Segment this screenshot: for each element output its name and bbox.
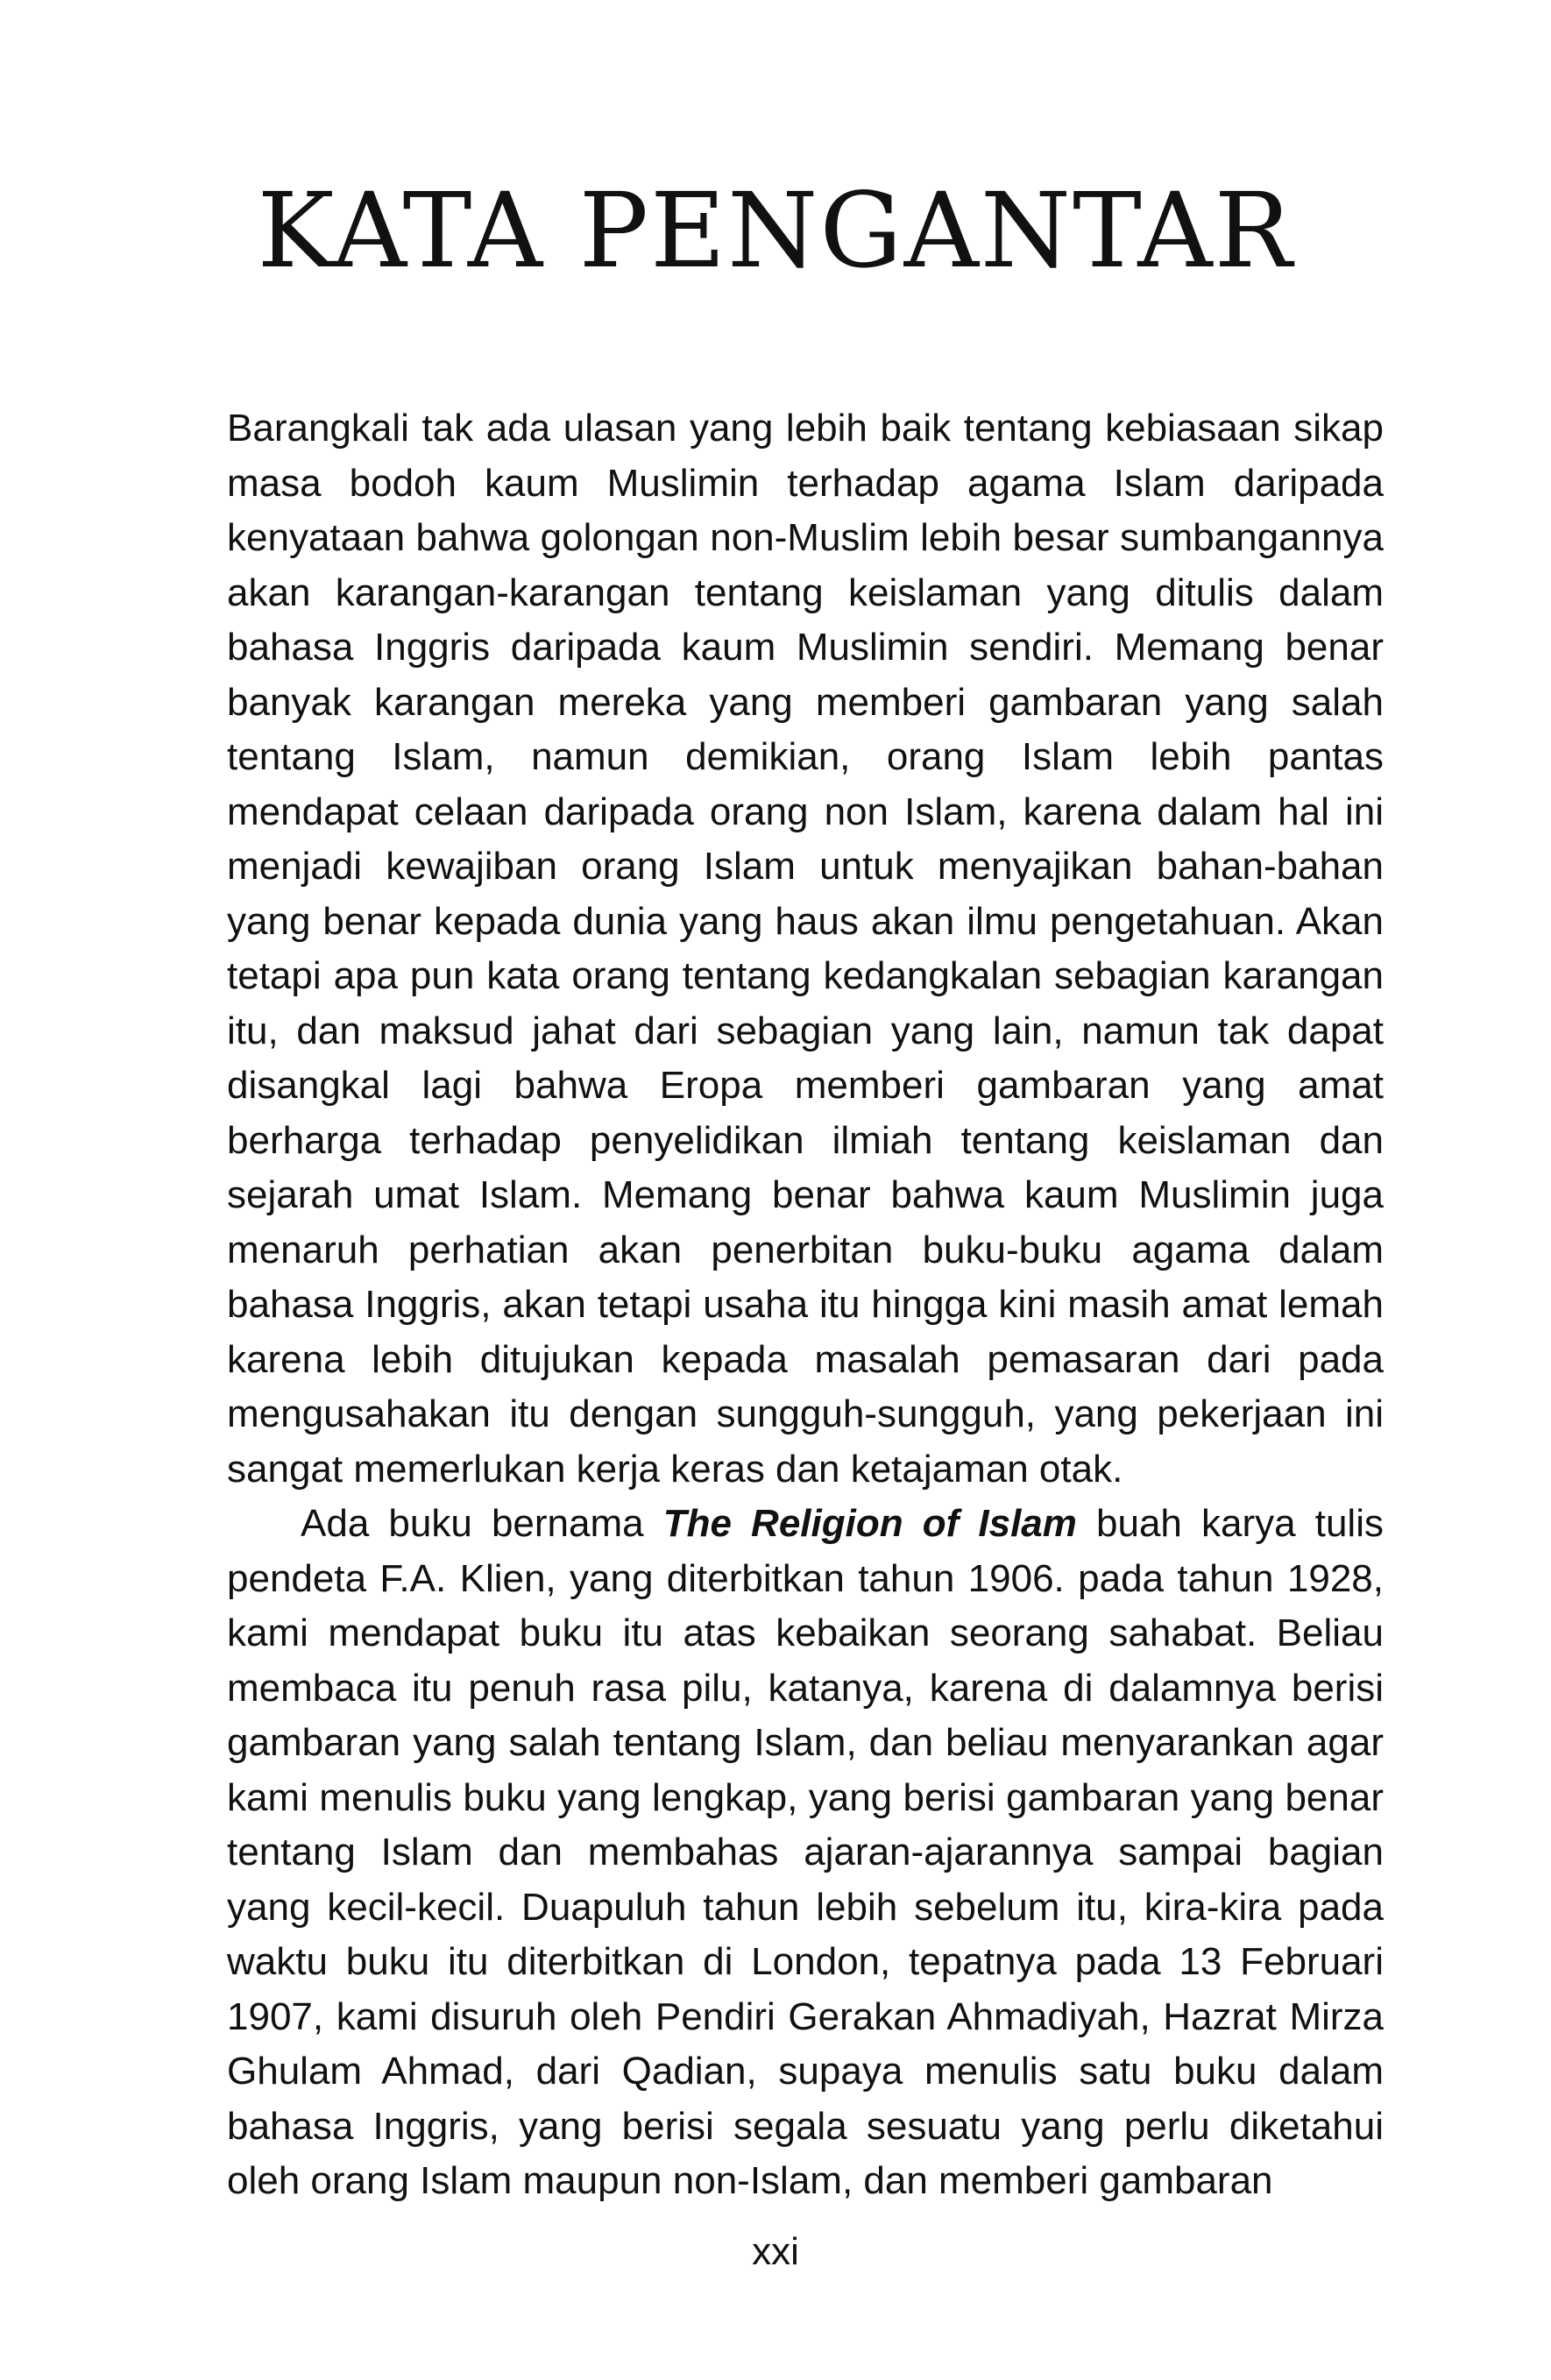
paragraph-2-rest: buah karya tulis pendeta F.A. Klien, yang diterbitkan tahun 1906. pada tahun 1928, kami mendapat buku itu atas kebaikan seorang sahabat. Beliau membaca itu penuh rasa pilu, katanya, karena di dalamnya berisi gambaran yang salah tentang Islam, dan beliau menyarankan agar kami menulis buku yang lengkap, yang berisi gambaran yang benar tentang Islam dan membahas ajaran-ajarannya sampai bagian yang kecil-kecil. Duapuluh tahun lebih sebelum itu, kira-kira pada waktu buku itu diterbitkan di London, tepatnya pada 13 Februari 1907, kami disuruh oleh Pendiri Gerakan Ahmadiyah, Hazrat Mirza Ghulam Ahmad, dari Qadian, supaya menulis satu buku dalam bahasa Inggris, yang berisi segala sesuatu yang perlu diketahui oleh orang Islam maupun non-Islam, dan memberi gambaran — [227, 1502, 1384, 2202]
book-title: The Religion of Islam — [662, 1502, 1077, 1545]
page-number: xxi — [752, 2230, 799, 2273]
body-text — [227, 401, 1384, 2209]
page-title: KATA PENGANTAR — [257, 170, 1294, 291]
paragraph-2 — [227, 1497, 1384, 2209]
paragraph-1: Barangkali tak ada ulasan yang lebih baik tentang kebiasaan sikap masa bodoh kaum Muslimin terhadap agama Islam daripada kenyataan bahwa golongan non-Muslim lebih besar sumbangannya akan karangan-karangan tentang keislaman yang ditulis dalam bahasa Inggris daripada kaum Muslimin sendiri. Memang benar banyak karangan mereka yang memberi gambaran yang salah tentang Islam, namun demikian, orang Islam lebih pantas mendapat celaan daripada orang non Islam, karena dalam hal ini menjadi kewajiban orang Islam untuk menyajikan bahan-bahan yang benar kepada dunia yang haus akan ilmu pengetahuan. Akan tetapi apa pun kata orang tentang kedangkalan sebagian karangan itu, dan maksud jahat dari sebagian yang lain, namun tak dapat disangkal lagi bahwa Eropa memberi gambaran yang amat berharga terhadap penyelidikan ilmiah tentang keislaman dan sejarah umat Islam. Memang benar bahwa kaum Muslimin juga menaruh perhatian akan penerbitan buku-buku agama dalam bahasa Inggris, akan tetapi usaha itu hingga kini masih amat lemah karena lebih ditujukan kepada masalah pemasaran dari pada mengusahakan itu dengan sungguh-sungguh, yang pekerjaan ini sangat memerlukan kerja keras dan ketajaman otak. — [227, 407, 1384, 1491]
paragraph-2-lead: Ada buku bernama — [301, 1502, 663, 1545]
